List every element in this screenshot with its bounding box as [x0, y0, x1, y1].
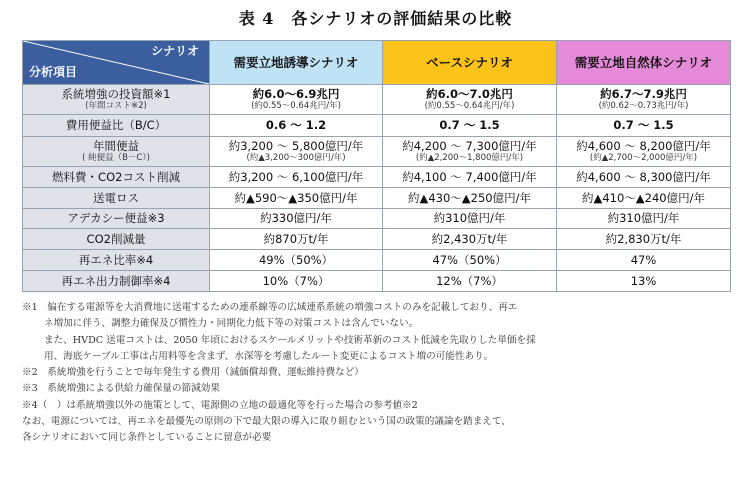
table-row	[23, 167, 731, 188]
row-label-annual-benefit	[23, 137, 210, 167]
footnote-line: ネ増加に伴う、調整力確保及び慣性力・同期化力低下等の対策コストは含んでいない。	[44, 318, 419, 330]
table-cell: 10%（7%）	[210, 271, 383, 292]
cell-value: 約3,200 ～ 5,800億円/年	[228, 139, 364, 153]
footnote-line: なお、電源については、再エネを最優先の原則の下で最大限の導入に取り組むという国の政策的議論を踏まえて、	[22, 416, 511, 428]
cell-subvalue: (約▲2,700～2,000億円/年)	[589, 153, 698, 163]
cell-subvalue: (約▲3,200～300億円/年)	[246, 153, 346, 163]
table-cell: 約310億円/年	[383, 209, 557, 229]
table-cell: 0.6 ～ 1.2	[210, 115, 383, 137]
cell-subvalue: (約0.55～0.64兆円/年)	[424, 101, 515, 111]
table-row	[23, 137, 731, 167]
table-row	[23, 250, 731, 271]
cell-value: 約6.0～6.9兆円	[252, 87, 340, 101]
cell-value: 約4,600 ～ 8,200億円/年	[576, 139, 711, 153]
table-row	[23, 229, 731, 250]
footnote-line: ※4（ ）は系統増強以外の施策として、電源側の立地の最適化等を行った場合の参考値※2	[22, 399, 418, 411]
corner-scenario-label: シナリオ	[151, 44, 199, 58]
row-label-text: 年間便益	[93, 139, 139, 153]
table-cell: 約4,600 ～ 8,300億円/年	[557, 167, 731, 188]
table-row	[23, 209, 731, 229]
row-sublabel: (年間コスト※2)	[85, 101, 147, 111]
table-cell: 約870万t/年	[210, 229, 383, 250]
scenario-header-demand-guided: 需要立地誘導シナリオ	[210, 41, 383, 85]
row-label-bc: 費用便益比（B/C）	[23, 115, 210, 137]
row-label-fuel-co2: 燃料費・CO2コスト削減	[23, 167, 210, 188]
table-cell	[210, 85, 383, 115]
corner-header-cell	[23, 41, 210, 85]
footnote-line: ※1 偏在する電源等を大消費地に送電するための連系線等の広域連系系統の増強コストのみを記載しており、再エ	[22, 302, 518, 313]
table-cell	[557, 137, 731, 167]
table-cell	[383, 85, 557, 115]
table-cell	[210, 137, 383, 167]
table-row	[23, 85, 731, 115]
row-sublabel: ( 純便益（B－C）)	[82, 153, 150, 163]
table-cell: 約2,830万t/年	[557, 229, 731, 250]
footnote-line: ※3 系統増強による供給力確保量の節減効果	[22, 383, 220, 395]
row-label-co2-reduction: CO2削減量	[23, 229, 210, 250]
table-cell: 約2,430万t/年	[383, 229, 557, 250]
table-cell: 約4,100 ～ 7,400億円/年	[383, 167, 557, 188]
cell-value: 約6.0～7.0兆円	[426, 87, 513, 101]
table-cell: 約310億円/年	[557, 209, 731, 229]
table-cell: 約3,200 ～ 6,100億円/年	[210, 167, 383, 188]
footnote-line: 各シナリオにおいて同じ条件としていることに留意が必要	[22, 432, 272, 444]
footnote-line: ※2 系統増強を行うことで毎年発生する費用（減価償却費、運転維持費など）	[22, 367, 364, 379]
table-cell: 約▲430～▲250億円/年	[383, 188, 557, 209]
table-cell: 約330億円/年	[210, 209, 383, 229]
footnotes	[22, 300, 737, 447]
table-cell: 12%（7%）	[383, 271, 557, 292]
table-cell	[557, 85, 731, 115]
corner-item-label: 分析項目	[29, 65, 78, 79]
table-cell: 0.7 ～ 1.5	[383, 115, 557, 137]
footnote-line: 用、海底ケーブル工事は占用料等を含まず、水深等を考慮したルート変更によるコスト増の可能性あり。	[44, 350, 494, 362]
table-cell: 約▲590～▲350億円/年	[210, 188, 383, 209]
row-label-text: 系統増強の投資額※1	[61, 87, 171, 101]
cell-subvalue: (約0.62～0.73兆円/年)	[598, 101, 689, 111]
scenario-header-base: ベースシナリオ	[383, 41, 557, 85]
row-label-adequacy: アデカシー便益※3	[23, 209, 210, 229]
cell-value: 約4,200 ～ 7,300億円/年	[402, 139, 537, 153]
table-cell	[383, 137, 557, 167]
cell-subvalue: (約▲2,200～1,800億円/年)	[415, 153, 524, 163]
table-cell: 47%（50%）	[383, 250, 557, 271]
footnote-line: また、HVDC 送電コストは、2050 年頃におけるスケールメリットや技術革新のコスト低減を先取りした単価を採	[44, 334, 536, 346]
table-cell: 13%	[557, 271, 731, 292]
row-label-transmission-loss: 送電ロス	[23, 188, 210, 209]
table-row	[23, 271, 731, 292]
cell-value: 約6.7～7.9兆円	[600, 87, 687, 101]
comparison-table	[22, 40, 731, 292]
row-label-renewable-ratio: 再エネ比率※4	[23, 250, 210, 271]
cell-subvalue: (約0.55～0.64兆円/年)	[251, 101, 341, 111]
row-label-investment	[23, 85, 210, 115]
table-row	[23, 115, 731, 137]
table-cell: 0.7 ～ 1.5	[557, 115, 731, 137]
scenario-header-demand-natural: 需要立地自然体シナリオ	[557, 41, 731, 85]
header-row	[23, 41, 731, 85]
table-title: 表 4 各シナリオの評価結果の比較	[238, 9, 513, 28]
table-cell: 49%（50%）	[210, 250, 383, 271]
table-cell: 47%	[557, 250, 731, 271]
table-cell: 約▲410～▲240億円/年	[557, 188, 731, 209]
row-label-curtailment: 再エネ出力制御率※4	[23, 271, 210, 292]
table-row	[23, 188, 731, 209]
